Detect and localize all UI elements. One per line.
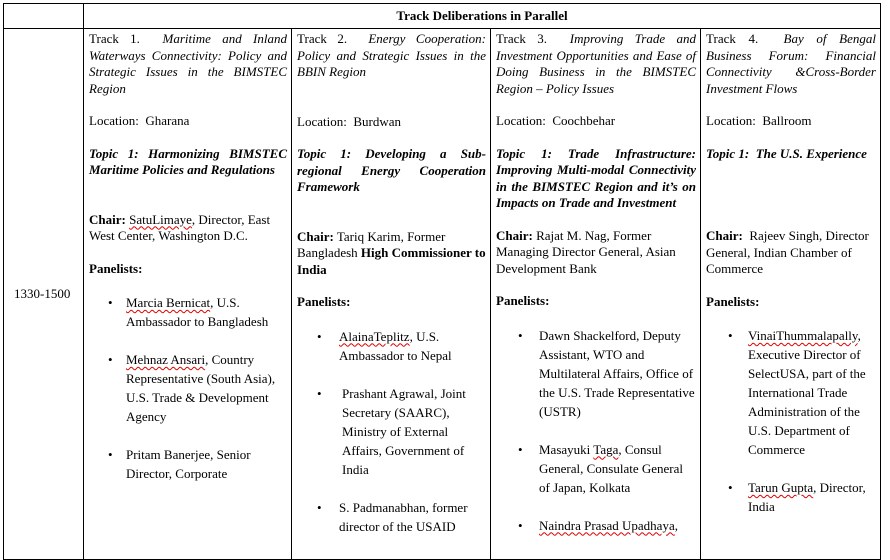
track-location: Location: Coochbehar xyxy=(496,113,616,128)
panelist-item xyxy=(89,445,287,483)
track-3-cell xyxy=(491,29,701,560)
topic-text: Harmonizing BIMSTEC Maritime Policies and Regulations xyxy=(89,145,288,177)
panelist-item xyxy=(297,498,486,536)
panelist-name: Masayuki Taga xyxy=(539,441,619,457)
chair-name: Tariq Karim xyxy=(336,228,401,244)
track-2-cell xyxy=(292,29,491,560)
panelist-item xyxy=(706,326,876,459)
bullet-icon: • xyxy=(728,328,733,343)
track-location: Location: Burdwan xyxy=(297,113,401,129)
panelist-item xyxy=(496,326,696,421)
chair-role: High Commissioner to India xyxy=(297,245,486,277)
chair-name: Rajat M. Nag xyxy=(536,227,607,243)
bullet-icon: • xyxy=(317,328,322,344)
panelist-item xyxy=(297,384,486,479)
track-name: Improving Trade and Investment Opportunities and Ease of Doing Business in the BIMSTEC Region – Policy Issues xyxy=(496,31,696,96)
panelist-list xyxy=(496,326,696,535)
track-topic: Topic 1: The U.S. Experience xyxy=(706,145,867,161)
panelist-name: Mehnaz Ansari xyxy=(126,352,206,367)
panelists-heading: Panelists: xyxy=(297,294,351,309)
chair-details: , Former Managing Director General, Asian Development Bank xyxy=(496,227,676,276)
track-topic: Topic 1: Developing a Sub-regional Energy Cooperation Framework xyxy=(297,146,486,194)
bullet-icon: • xyxy=(317,385,322,401)
panelist-details: , Deputy Assistant, WTO and Multilateral Affairs, Office of the U.S. Trade Representative (USTR) xyxy=(539,327,695,419)
panelist-name: Dawn Shackelford xyxy=(539,327,637,343)
bullet-icon: • xyxy=(108,447,113,462)
panelist-details: , former director of the USAID xyxy=(339,499,468,534)
track-name: Bay of Bengal Business Forum: Financial Connectivity &Cross-Border Investment Flows xyxy=(706,31,876,96)
bullet-icon: • xyxy=(728,480,733,495)
track-number: Track 3. xyxy=(496,31,547,46)
panelist-details: , Country Representative (South Asia), U.S. Trade & Development Agency xyxy=(126,352,276,424)
session-row xyxy=(4,29,881,560)
location-value: Coochbehar xyxy=(552,113,616,128)
chair-name: SatuLimaye xyxy=(129,211,192,227)
section-header: Track Deliberations in Parallel xyxy=(84,4,881,29)
corner-cell xyxy=(4,4,84,29)
panelist-details: , Consul General, Consulate General of Japan, Kolkata xyxy=(539,441,684,495)
track-topic: Topic 1: Trade Infrastructure: Improving Multi-modal Connectivity in the BIMSTEC Region and it’s on Impacts on Trade and Investment xyxy=(496,145,696,210)
panelist-item xyxy=(89,350,287,426)
time-slot: 1330-1500 xyxy=(4,29,84,560)
panelist-details: , Executive Director of SelectUSA, part of the International Trade Administration of the U.S. Department of Commerce xyxy=(748,328,866,457)
track-title xyxy=(89,31,287,97)
track-chair: Chair: SatuLimaye, Director, East West Center, Washington D.C. xyxy=(89,211,271,243)
track-title xyxy=(706,31,876,97)
panelist-details: , U.S. Ambassador to Bangladesh xyxy=(126,295,269,329)
chair-details: , Former Bangladesh xyxy=(297,228,446,260)
track-number: Track 4. xyxy=(706,31,759,46)
location-value: Gharana xyxy=(145,113,190,128)
bullet-icon: • xyxy=(108,352,113,367)
panelists-heading: Panelists: xyxy=(89,260,143,276)
panelist-item xyxy=(297,327,486,365)
topic-text: Trade Infrastructure: Improving Multi-modal Connectivity in the BIMSTEC Region and it’s on Impacts on Trade and Investment xyxy=(496,145,696,210)
panelist-name: Tarun Gupta xyxy=(748,480,814,495)
bullet-icon: • xyxy=(518,327,523,343)
topic-text: Developing a Sub-regional Energy Cooperation Framework xyxy=(297,146,486,194)
track-1-cell xyxy=(84,29,292,560)
header-row xyxy=(4,4,881,29)
panelist-list xyxy=(89,293,287,483)
bullet-icon: • xyxy=(518,441,523,457)
panelist-list xyxy=(297,327,486,536)
panelist-name: AlainaTeplitz xyxy=(339,328,410,344)
panelist-name: Prashant Agrawal xyxy=(342,385,435,401)
topic-text: The U.S. Experience xyxy=(755,145,867,161)
panelist-details: , U.S. Ambassador to Nepal xyxy=(339,328,452,363)
chair-details: , Director General, Indian Chamber of Commerce xyxy=(706,228,869,276)
agenda-table xyxy=(3,3,881,560)
track-topic: Topic 1: Harmonizing BIMSTEC Maritime Policies and Regulations xyxy=(89,145,288,177)
track-chair: Chair: Rajeev Singh, Director General, Indian Chamber of Commerce xyxy=(706,228,869,276)
track-number: Track 1. xyxy=(89,31,140,46)
track-number: Track 2. xyxy=(297,31,348,46)
panelists-heading: Panelists: xyxy=(706,293,760,309)
panelist-item xyxy=(496,440,696,497)
track-chair: Chair: Rajat M. Nag, Former Managing Director General, Asian Development Bank xyxy=(496,227,676,276)
panelist-item xyxy=(89,293,287,331)
bullet-icon: • xyxy=(108,295,113,310)
track-chair: Chair: Tariq Karim, Former Bangladesh High Commissioner to India xyxy=(297,228,486,277)
panelist-list xyxy=(706,326,876,516)
track-location: Location: Ballroom xyxy=(706,113,812,128)
panelist-name: VinaiThummalapally xyxy=(748,328,858,343)
location-value: Burdwan xyxy=(353,113,401,129)
panelist-name: Naindra Prasad Upadhaya xyxy=(539,517,675,533)
panelist-details: , Director, India xyxy=(748,480,866,514)
panelist-name: Marcia Bernicat xyxy=(126,295,211,310)
track-title xyxy=(297,31,486,81)
panelist-details: , xyxy=(674,517,678,533)
track-title xyxy=(496,31,696,97)
panelist-item xyxy=(496,516,696,535)
panelist-details: , Senior Director, Corporate xyxy=(126,447,251,481)
panelist-item xyxy=(706,478,876,516)
panelists-heading: Panelists: xyxy=(496,293,550,308)
track-name: Maritime and Inland Waterways Connectivity: Policy and Strategic Issues in the BIMSTEC Region xyxy=(89,31,287,96)
panelist-name: S. Padmanabhan xyxy=(339,499,426,515)
panelist-name: Pritam Banerjee xyxy=(126,447,211,462)
track-location: Location: Gharana xyxy=(89,113,190,128)
chair-details: , Director, East West Center, Washington D.C. xyxy=(89,211,271,243)
track-name: Energy Cooperation: Policy and Strategic Issues in the BBIN Region xyxy=(297,31,486,79)
panelist-details: , Joint Secretary (SAARC), Ministry of External Affairs, Government of India xyxy=(342,385,466,477)
bullet-icon: • xyxy=(518,517,523,533)
track-4-cell xyxy=(701,29,881,560)
chair-name: Rajeev Singh xyxy=(749,228,820,243)
bullet-icon: • xyxy=(317,499,322,515)
location-value: Ballroom xyxy=(762,113,812,128)
